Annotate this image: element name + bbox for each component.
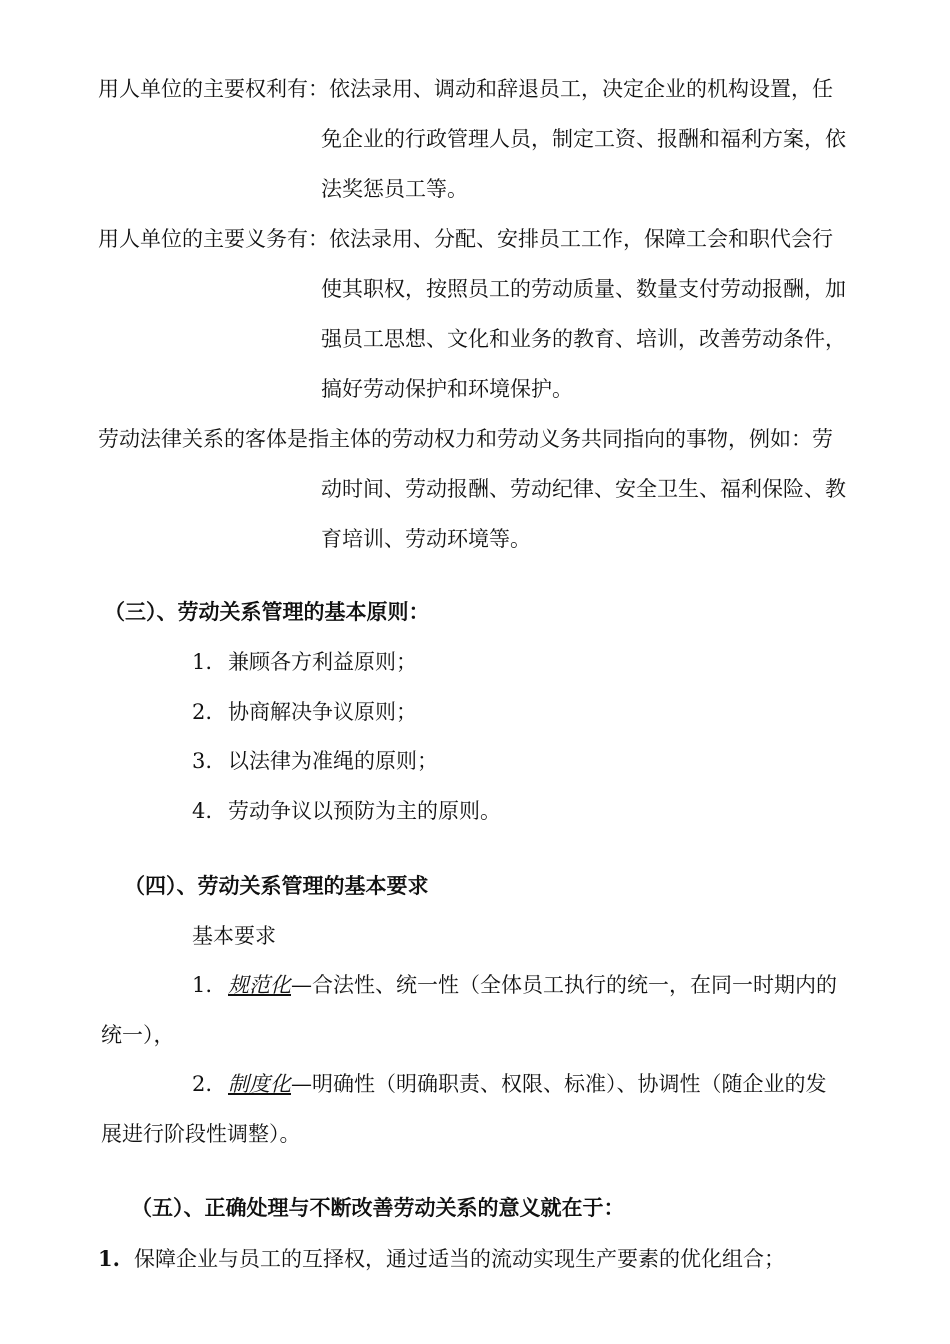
item-text: 兼顾各方利益原则； — [228, 650, 417, 674]
item-number: 2. — [192, 700, 213, 724]
object-line-1: 劳动法律关系的客体是指主体的劳动权力和劳动义务共同指向的事物，例如：劳 — [98, 427, 833, 451]
rights-line-3: 法奖惩员工等。 — [321, 177, 468, 201]
section4-item-2-cont: 展进行阶段性调整）。 — [101, 1122, 301, 1146]
item-text: 合法性、统一性（全体员工执行的统一，在同一时期内的 — [312, 973, 837, 997]
item-term: 规范化 — [228, 973, 291, 997]
item-number: 2. — [192, 1072, 213, 1096]
section3-item-3 — [192, 746, 438, 776]
item-number: 1. — [192, 973, 213, 997]
section4-item-1 — [192, 970, 837, 1000]
section3-item-2 — [192, 697, 417, 727]
item-number: 1. — [98, 1246, 120, 1271]
item-number: 1. — [192, 650, 213, 674]
rights-line-2: 免企业的行政管理人员，制定工资、报酬和福利方案，依 — [321, 127, 846, 151]
object-line-2: 动时间、劳动报酬、劳动纪律、安全卫生、福利保险、教 — [321, 477, 846, 501]
item-term: 制度化 — [228, 1072, 291, 1096]
duties-line-1: 用人单位的主要义务有：依法录用、分配、安排员工工作，保障工会和职代会行 — [98, 227, 833, 251]
section5-heading: （五）、正确处理与不断改善劳动关系的意义就在于： — [131, 1195, 625, 1220]
section4-item-1-cont: 统一）， — [101, 1023, 175, 1047]
section3-item-4 — [192, 796, 501, 826]
duties-line-2: 使其职权，按照员工的劳动质量、数量支付劳动报酬，加 — [321, 277, 846, 301]
object-line-3: 育培训、劳动环境等。 — [321, 527, 531, 551]
duties-line-4: 搞好劳动保护和环境保护。 — [321, 377, 573, 401]
section4-subheading: 基本要求 — [192, 924, 276, 948]
item-number: 3. — [192, 749, 213, 773]
section3-heading: （三）、劳动关系管理的基本原则： — [104, 599, 430, 624]
item-text: 劳动争议以预防为主的原则。 — [228, 799, 501, 823]
item-text: 协商解决争议原则； — [228, 700, 417, 724]
item-dash: — — [291, 1072, 312, 1096]
rights-line-1: 用人单位的主要权利有：依法录用、调动和辞退员工，决定企业的机构设置，任 — [98, 77, 833, 101]
item-number: 4. — [192, 799, 213, 823]
section4-heading: （四）、劳动关系管理的基本要求 — [124, 873, 429, 898]
item-text: 以法律为准绳的原则； — [228, 749, 438, 773]
item-text: 保障企业与员工的互择权，通过适当的流动实现生产要素的优化组合； — [134, 1247, 785, 1271]
duties-line-3: 强员工思想、文化和业务的教育、培训，改善劳动条件， — [321, 327, 846, 351]
section5-item-1 — [98, 1244, 785, 1274]
item-dash: — — [291, 973, 312, 997]
item-text: 明确性（明确职责、权限、标准）、协调性（随企业的发 — [312, 1072, 827, 1096]
section4-item-2 — [192, 1069, 827, 1099]
section3-item-1 — [192, 647, 417, 677]
